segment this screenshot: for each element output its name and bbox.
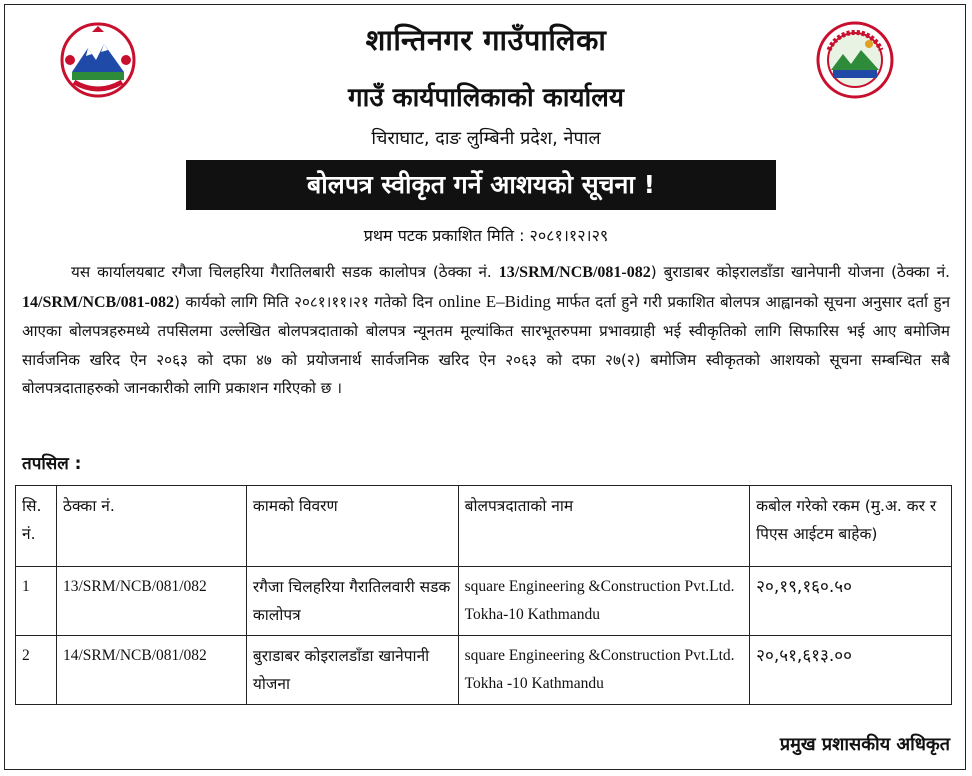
header-bidder: बोलपत्रदाताको नाम (458, 486, 750, 567)
table-row (16, 567, 952, 636)
cell-sn: 1 (16, 567, 57, 636)
cell-amount: २०,१९,१६०.५० (750, 567, 952, 636)
signatory-title: प्रमुख प्रशासकीय अधिकृत (779, 734, 950, 755)
header-work: कामको विवरण (246, 486, 458, 567)
table-header-row (16, 486, 952, 567)
cell-work: रगैजा चिलहरिया गैरातिलवारी सडक कालोपत्र (246, 567, 458, 636)
municipality-name: शान्तिनगर गाउँपालिका (365, 23, 607, 57)
online-biding-text: online E–Biding (438, 291, 551, 311)
body-segment: ) कार्यको लागि मिति २०८१।११।२१ गतेको दिन (174, 292, 439, 311)
details-label: तपसिल : (22, 454, 82, 474)
body-segment: यस कार्यालयबाट रगैजा चिलहरिया गैरातिलबारी सडक कालोपत्र (ठेक्का नं. (71, 263, 499, 281)
header-sn: सि. नं. (16, 486, 57, 567)
cell-contract-no: 13/SRM/NCB/081/082 (56, 567, 246, 636)
notice-title-banner: बोलपत्र स्वीकृत गर्ने आशयको सूचना ! (186, 160, 776, 210)
office-address: चिराघाट, दाङ लुम्बिनी प्रदेश, नेपाल (371, 128, 601, 149)
cell-work: बुराडाबर कोइरालडाँडा खानेपानी योजना (246, 636, 458, 705)
header-contract-no: ठेक्का नं. (56, 486, 246, 567)
published-date: प्रथम पटक प्रकाशित मिति : २०८१।१२।२९ (363, 226, 609, 245)
cell-amount: २०,५१,६१३.०० (750, 636, 952, 705)
contract-number-1: 13/SRM/NCB/081-082 (498, 264, 651, 281)
body-segment: मार्फत दर्ता हुने गरी प्रकाशित बोलपत्र आह्वानको सूचना अनुसार दर्ता हुन आएका बोलपत्रहरुमध्ये तपसिलमा उल्लेखित बोलपत्रदाताको बोलपत्र न्यूनतम मूल्यांकित सारभूतरुपमा प्रभावग्राही भई स्वीकृतिको लागि सिफारिस भई आए बमोजिम सार्वजनिक खरिद ऐन २०६३ को दफा ४७ को प्रयोजनार्थ सार्वजनिक खरिद ऐन २०६३ को दफा २७(२) बमोजिम स्वीकृतको आशयको सूचना सम्बन्धित सबै बोलपत्रदाताहरुको जानकारीको लागि प्रकाशन गरिएको छ । (22, 292, 951, 397)
office-name: गाउँ कार्यपालिकाको कार्यालय (348, 83, 624, 113)
cell-bidder: square Engineering &Construction Pvt.Ltd. Tokha -10 Kathmandu (458, 636, 750, 705)
notice-body (22, 258, 950, 403)
header-amount: कबोल गरेको रकम (मु.अ. कर र पिएस आईटम बाहेक) (750, 486, 952, 567)
bid-acceptance-table (15, 485, 952, 705)
cell-contract-no: 14/SRM/NCB/081/082 (56, 636, 246, 705)
cell-bidder: square Engineering &Construction Pvt.Ltd. Tokha-10 Kathmandu (458, 567, 750, 636)
contract-number-2: 14/SRM/NCB/081-082 (22, 293, 174, 311)
table-row (16, 636, 952, 705)
cell-sn: 2 (16, 636, 57, 705)
body-segment: ) बुराडाबर कोइरालडाँडा खानेपानी योजना (ठेक्का नं. (650, 263, 950, 281)
